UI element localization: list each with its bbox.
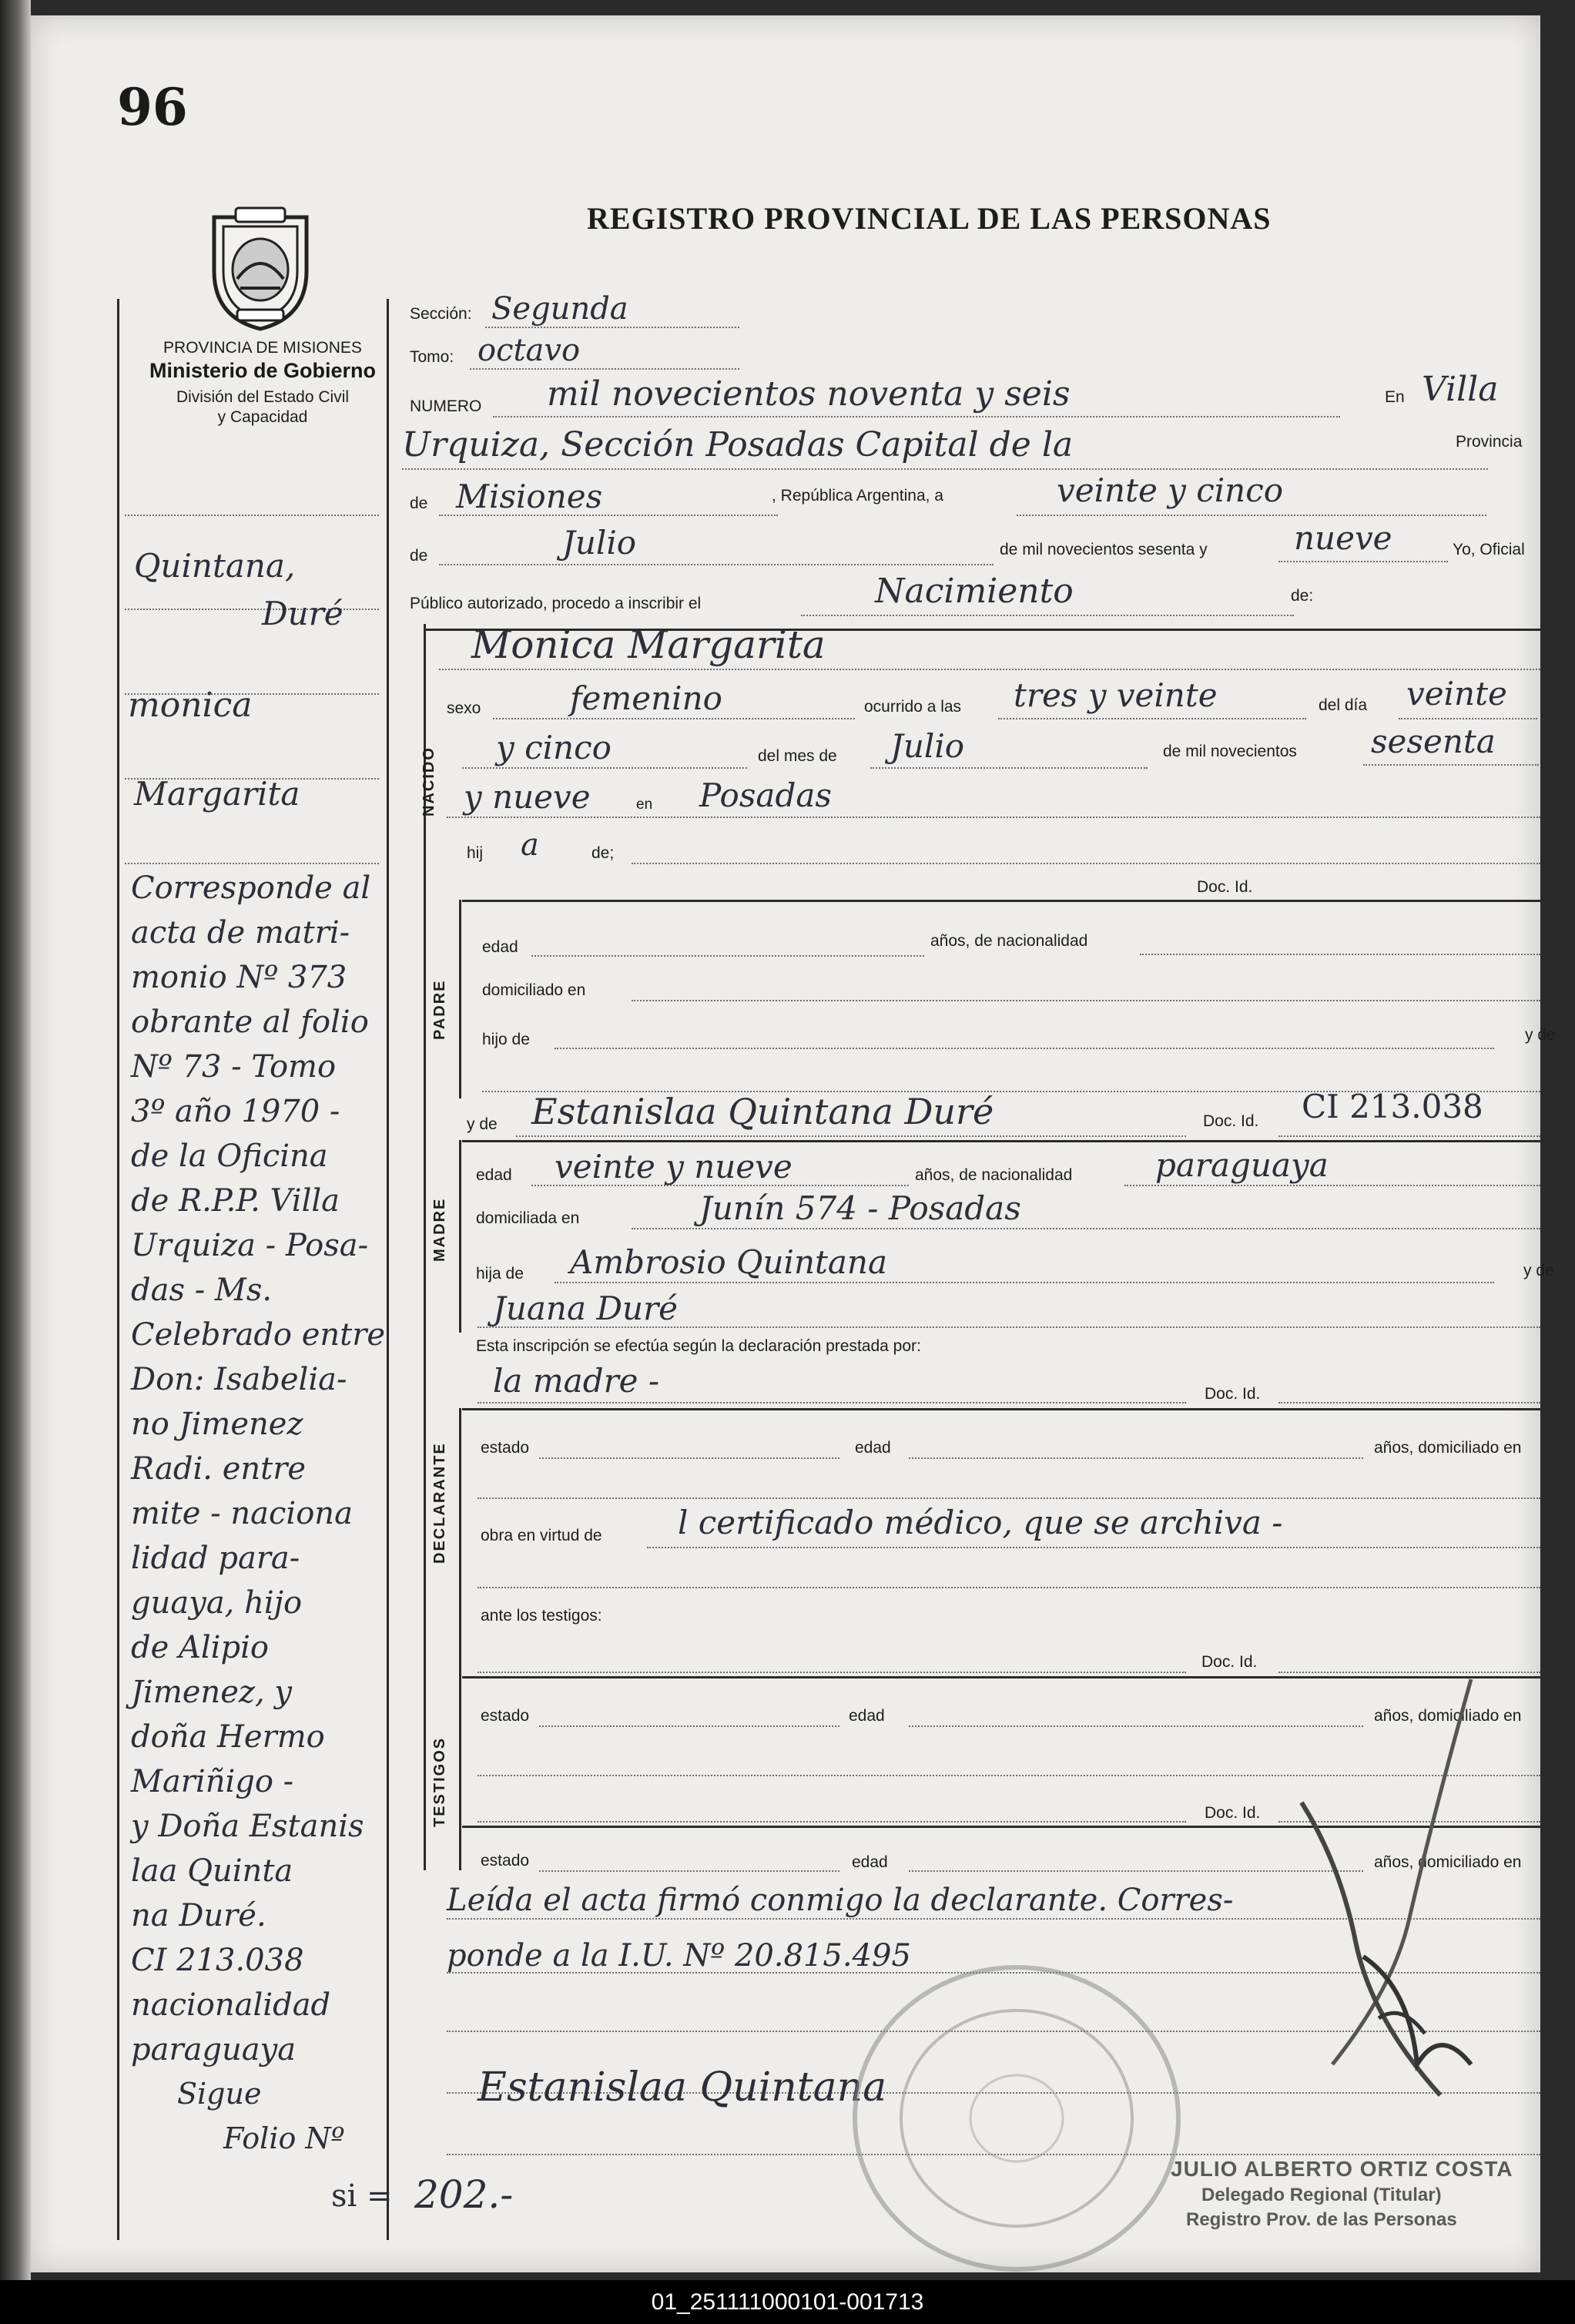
margin-note-line: obrante al folio — [131, 1004, 369, 1040]
ministry-name: Ministerio de Gobierno — [149, 359, 377, 382]
declaracion-value: la madre - — [493, 1362, 660, 1400]
margin-right-border — [387, 299, 389, 2240]
nacido-name-value: Monica Margarita — [471, 622, 826, 667]
margin-note-line: Jimenez, y — [131, 1675, 292, 1710]
margin-note-line: das - Ms. — [131, 1273, 273, 1308]
de2-label: de — [410, 547, 428, 565]
de-label: de; — [591, 844, 615, 862]
image-id-footer — [0, 2280, 1575, 2324]
padre-nacionalidad-label: años, de nacionalidad — [930, 932, 1088, 950]
margin-note-line: doña Hermo — [131, 1719, 325, 1755]
closing-line-2: ponde a la I.U. Nº 20.815.495 — [447, 1938, 911, 1974]
testigo1-edad-label: edad — [849, 1707, 885, 1725]
margin-note-line: 3º año 1970 - — [131, 1094, 340, 1129]
ocurrido-label: ocurrido a las — [864, 698, 962, 716]
declaracion-label: Esta inscripción se efectúa según la declaración prestada por: — [476, 1337, 921, 1355]
testigo1-doc-label: Doc. Id. — [1205, 1804, 1261, 1822]
madre-yde2-label: y de — [1523, 1262, 1554, 1279]
seccion-label: Sección: — [410, 305, 472, 323]
madre-nacionalidad-label: años, de nacionalidad — [915, 1166, 1073, 1184]
margin-note-line: no Jimenez — [131, 1407, 303, 1442]
margin-note-line: na Duré. — [131, 1898, 266, 1933]
hora-value: tres y veinte — [1014, 676, 1218, 714]
margin-note-line: paraguaya — [131, 2032, 297, 2067]
madre-section-label: MADRE — [431, 1197, 448, 1262]
padre-left-border — [459, 900, 461, 1098]
republica-label: , República Argentina, a — [772, 487, 943, 505]
padre-hijo-label: hijo de — [482, 1031, 530, 1048]
declarante-section-label: DECLARANTE — [431, 1442, 448, 1564]
declaracion-doc-label: Doc. Id. — [1205, 1385, 1261, 1403]
dia-value: veinte y cinco — [1057, 471, 1284, 509]
official-name: JULIO ALBERTO ORTIZ COSTA — [1171, 2157, 1513, 2181]
margin-note-line: Don: Isabelia- — [131, 1362, 347, 1397]
declarante-domicilio-label: años, domiciliado en — [1374, 1439, 1522, 1457]
obra-value: l certificado médico, que se archiva - — [678, 1504, 1283, 1541]
margin-note-line: de R.P.P. Villa — [131, 1183, 340, 1219]
margin-note-line: Mariñigo - — [131, 1764, 294, 1799]
anio-value-cont: y nueve — [464, 778, 591, 816]
margin-left-border — [117, 299, 119, 2240]
anio-value: nueve — [1294, 519, 1392, 557]
testigos-section-label: TESTIGOS — [431, 1736, 448, 1827]
madre-doc-value: CI 213.038 — [1302, 1088, 1483, 1125]
nacido-section-label: NACIDO — [421, 746, 437, 817]
madre-doc-label: Doc. Id. — [1203, 1112, 1259, 1130]
book-binding-edge — [0, 0, 31, 2280]
official-title: Delegado Regional (Titular) — [1201, 2185, 1442, 2205]
en-label: En — [1385, 388, 1405, 406]
madre-edad-value: veinte y nueve — [555, 1148, 793, 1185]
margin-note-line: laa Quinta — [131, 1853, 293, 1889]
hij-value: a — [521, 827, 539, 863]
testigos-intro-label: ante los testigos: — [481, 1607, 602, 1625]
margin-folio-label: si = — [331, 2178, 393, 2214]
margin-note-line: CI 213.038 — [131, 1943, 304, 1978]
margin-note-line: Radi. entre — [131, 1451, 307, 1487]
madre-hija-label: hija de — [476, 1265, 524, 1283]
oficial-label: Yo, Oficial — [1453, 541, 1525, 558]
mes-value: Julio — [890, 727, 965, 765]
dia-value-cont: y cinco — [496, 729, 612, 766]
margin-given-name-1: monica — [128, 686, 253, 725]
sexo-label: sexo — [447, 699, 481, 717]
margin-note-line: y Doña Estanis — [131, 1809, 364, 1844]
margin-note-line: nacionalidad — [131, 1987, 331, 2023]
margin-given-name-2: Margarita — [134, 775, 300, 813]
anio-value: sesenta — [1371, 723, 1496, 760]
padre-top-rule — [462, 900, 1563, 902]
official-office: Registro Prov. de las Personas — [1186, 2209, 1457, 2230]
madre-edad-label: edad — [476, 1166, 512, 1184]
del-dia-label: del día — [1319, 696, 1368, 714]
testigo1-estado-label: estado — [481, 1707, 530, 1725]
declarante-top-rule — [462, 1408, 1563, 1410]
margin-note-line: Nº 73 - Tomo — [131, 1049, 337, 1085]
testigo2-estado-label: estado — [481, 1852, 530, 1870]
de3-label: de: — [1291, 587, 1314, 605]
margin-note-line: monio Nº 373 — [131, 960, 347, 995]
margin-note-line: guaya, hijo — [131, 1585, 303, 1621]
lugar-value: Posadas — [699, 776, 832, 814]
margin-note-line: acta de matri- — [131, 915, 350, 951]
tomo-label: Tomo: — [410, 348, 454, 366]
margin-surname-1: Quintana, — [134, 547, 296, 585]
publico-label: Público autorizado, procedo a inscribir el — [410, 595, 702, 612]
margin-note-line: mite - naciona — [131, 1496, 353, 1531]
provincial-seal-icon — [199, 202, 322, 333]
division-name-1: División del Estado Civil — [176, 388, 350, 406]
register-page — [31, 15, 1556, 2272]
testigo2-edad-label: edad — [852, 1853, 888, 1871]
margin-note-line: Folio Nº — [223, 2121, 345, 2155]
margin-note-line: lidad para- — [131, 1541, 300, 1576]
padre-yde-label: y de — [1525, 1026, 1556, 1044]
en-value: Villa — [1422, 370, 1499, 409]
madre-name-value: Estanislaa Quintana Duré — [531, 1091, 994, 1132]
locality-value: Urquiza, Sección Posadas Capital de la — [402, 425, 1074, 464]
tomo-value: octavo — [478, 333, 581, 368]
mes-value: Julio — [562, 524, 637, 562]
declarante-edad-label: edad — [855, 1439, 891, 1457]
acto-value: Nacimiento — [875, 572, 1074, 611]
declarante-estado-label: estado — [481, 1439, 530, 1457]
anio-label: de mil novecientos sesenta y — [1000, 541, 1208, 558]
image-id-label: 01_251111000101-001713 — [651, 2289, 924, 2315]
padre-edad-label: edad — [482, 938, 518, 956]
margin-note-line: de la Oficina — [131, 1139, 328, 1174]
margin-surname-2: Duré — [262, 595, 343, 632]
doc-id-label: Doc. Id. — [1197, 878, 1253, 896]
margin-note-line: Urquiza - Posa- — [131, 1228, 369, 1263]
sexo-value: femenino — [570, 679, 722, 717]
madre-padre-value: Ambrosio Quintana — [570, 1243, 888, 1281]
mother-signature: Estanislaa Quintana — [478, 2064, 887, 2111]
madre-domicilio-value: Junín 574 - Posadas — [699, 1189, 1021, 1227]
madre-left-border — [459, 1140, 461, 1333]
page-number: 96 — [117, 77, 188, 137]
en-label: en — [636, 796, 653, 813]
provincia-label: Provincia — [1456, 433, 1523, 451]
margin-note-line: Sigue — [177, 2077, 262, 2111]
closing-line-1: Leída el acta firmó conmigo la declarante. Corres- — [447, 1883, 1234, 1918]
division-name-2: y Capacidad — [217, 408, 308, 426]
margin-folio-value: 202.- — [414, 2172, 514, 2217]
de-label: de — [410, 495, 428, 512]
madre-madre-value: Juana Duré — [493, 1289, 679, 1327]
dia-value: veinte — [1406, 675, 1507, 713]
margin-note-line: Celebrado entre — [131, 1317, 386, 1353]
hij-label: hij — [467, 844, 484, 862]
declarante-doc-label: Doc. Id. — [1201, 1653, 1258, 1671]
del-mes-label: del mes de — [758, 747, 837, 765]
numero-label: NUMERO — [410, 397, 482, 415]
declarante-left-border — [459, 1408, 461, 1676]
testigo2-domicilio-label: años, domiciliado en — [1374, 1853, 1522, 1871]
official-signature-icon — [1240, 1664, 1517, 2126]
madre-domiciliada-label: domiciliada en — [476, 1209, 580, 1227]
official-stamp-icon — [839, 1957, 1194, 2280]
seccion-value: Segunda — [491, 291, 628, 327]
register-title: REGISTRO PROVINCIAL DE LAS PERSONAS — [587, 201, 1272, 236]
testigo1-domicilio-label: años, domiciliado en — [1374, 1707, 1522, 1725]
provincia-value: Misiones — [456, 478, 603, 515]
obra-label: obra en virtud de — [481, 1527, 602, 1544]
margin-note-line: de Alipio — [131, 1630, 269, 1665]
testigos-left-border — [459, 1676, 461, 1870]
madre-nacionalidad-value: paraguaya — [1155, 1146, 1329, 1184]
mil-label: de mil novecientos — [1163, 743, 1297, 760]
province-name: PROVINCIA DE MISIONES — [163, 339, 362, 357]
padre-domiciliado-label: domiciliado en — [482, 981, 586, 999]
madre-top-rule — [462, 1140, 1563, 1142]
padre-section-label: PADRE — [431, 979, 448, 1040]
madre-yde-label: y de — [467, 1115, 498, 1133]
margin-note-line: Corresponde al — [131, 870, 371, 906]
numero-value: mil novecientos noventa y seis — [547, 374, 1071, 414]
